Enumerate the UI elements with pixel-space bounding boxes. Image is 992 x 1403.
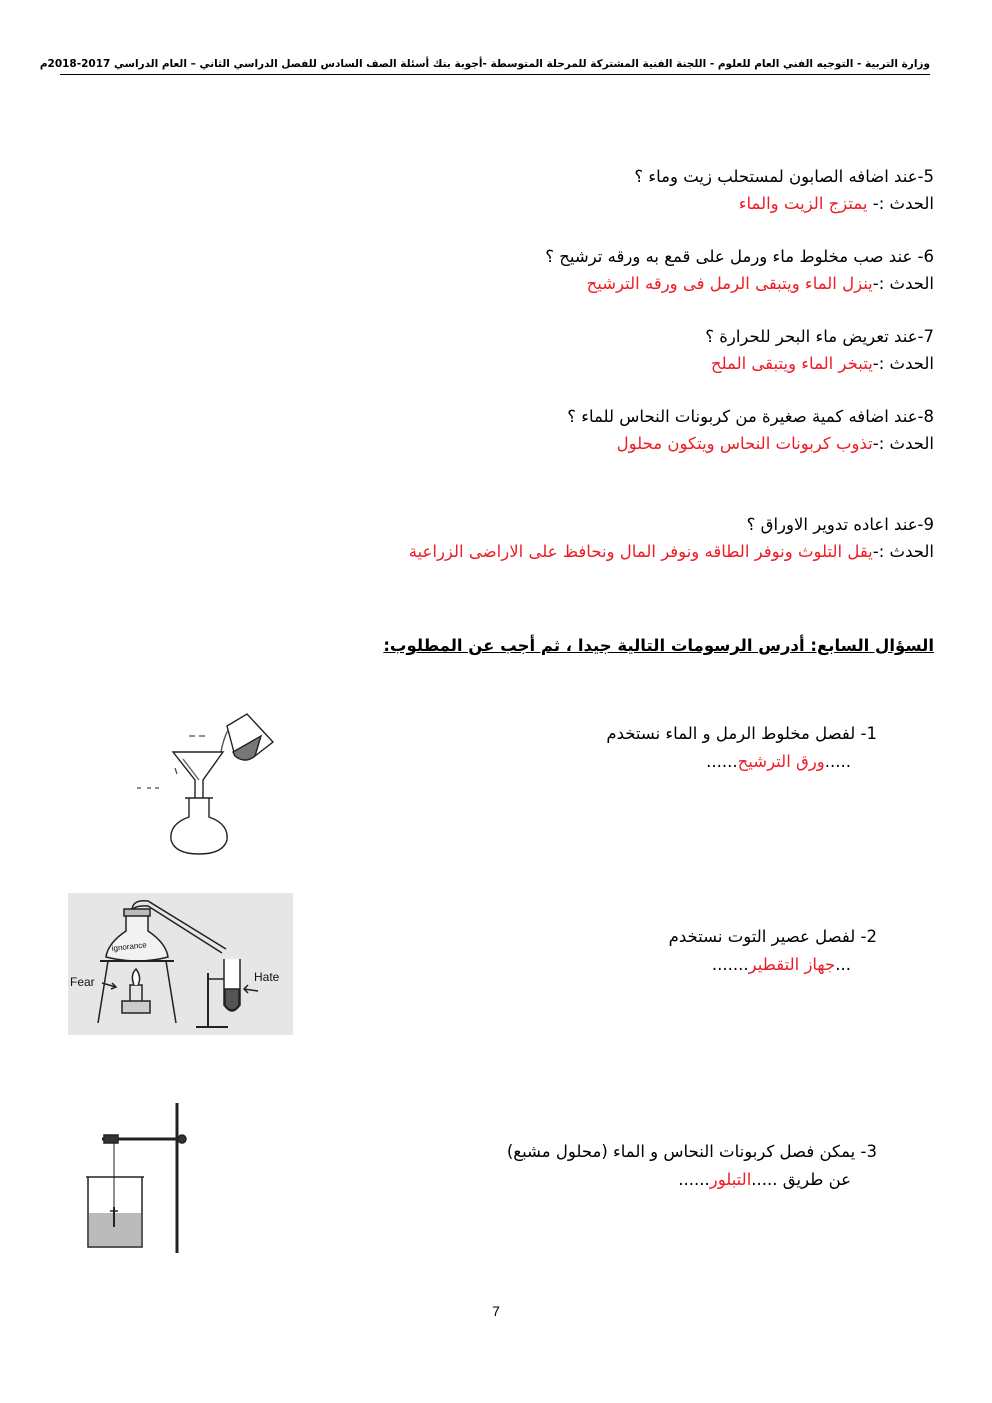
section-title: السؤال السابع: أدرس الرسومات التالية جيدا ، ثم أجب عن المطلوب:	[383, 636, 934, 655]
answer-text: تذوب كربونات النحاس ويتكون محلول	[616, 434, 873, 453]
item-answer-line	[669, 951, 877, 979]
answer-line	[64, 190, 934, 217]
answer-text: ينزل الماء ويتبقى الرمل فى ورقه الترشيح	[586, 274, 873, 293]
item-answer: التبلور	[709, 1170, 752, 1189]
answer-label: الحدث :-	[872, 274, 934, 293]
item-dots: ...	[835, 955, 851, 974]
question-text: 9-عند اعاده تدوير الاوراق ؟	[746, 515, 934, 534]
answer-text: يمتزج الزيت والماء	[738, 194, 868, 213]
question-6	[64, 243, 934, 297]
item-number: 2-	[860, 927, 877, 946]
hate-label: Hate	[254, 970, 280, 984]
answer-text: يتبخر الماء ويتبقى الملح	[710, 354, 873, 373]
answer-line	[64, 538, 934, 565]
question-8	[64, 403, 934, 457]
item-1	[606, 720, 877, 776]
answer-label: الحدث :-	[867, 194, 934, 213]
item-answer: ورق الترشيح	[737, 752, 825, 771]
item-3	[507, 1138, 877, 1194]
item-text: لفصل عصير التوت نستخدم	[668, 927, 856, 946]
question-text: 8-عند اضافه كمية صغيرة من كربونات النحاس للماء ؟	[567, 407, 934, 426]
answer-label: الحدث :-	[872, 354, 934, 373]
item-number: 3-	[860, 1142, 877, 1161]
question-text: 5-عند اضافه الصابون لمستحلب زيت وماء ؟	[634, 167, 934, 186]
item-answer-line	[606, 748, 877, 776]
item-answer: جهاز التقطير	[748, 955, 836, 974]
crystallization-figure	[82, 1103, 197, 1255]
page-header: وزارة التربية - التوجيه الفني العام للعلوم - اللجنة الفنية المشتركة للمرحلة المتوسطة -أجوبة بنك أسئلة الصف السادس للفصل الدراسي الثاني – العام الدراسي 2017-2018م	[60, 58, 930, 75]
fear-label: Fear	[70, 975, 95, 989]
item-text: يمكن فصل كربونات النحاس و الماء (محلول مشبع)	[506, 1142, 856, 1161]
filtration-figure	[125, 712, 285, 857]
item-dots: .....	[824, 752, 851, 771]
question-text: 7-عند تعريض ماء البحر للحرارة ؟	[705, 327, 934, 346]
answer-line	[64, 430, 934, 457]
answer-line	[64, 350, 934, 377]
answer-label: الحدث :-	[872, 434, 934, 453]
question-5	[64, 163, 934, 217]
item-number: 1-	[860, 724, 877, 743]
item-dots: عن طريق .....	[751, 1170, 851, 1189]
item-answer-line	[507, 1166, 877, 1194]
answer-line	[64, 270, 934, 297]
question-7	[64, 323, 934, 377]
item-text: لفصل مخلوط الرمل و الماء نستخدم	[606, 724, 856, 743]
flask-label: ignorance	[111, 940, 148, 953]
question-text: 6- عند صب مخلوط ماء ورمل على قمع به ورقه ترشيح ؟	[545, 247, 934, 266]
question-9	[64, 511, 934, 565]
item-dots: ......	[678, 1170, 710, 1189]
item-2	[669, 923, 877, 979]
distillation-figure	[68, 893, 293, 1035]
answer-label: الحدث :-	[872, 542, 934, 561]
answer-text: يقل التلوث ونوفر الطاقه ونوفر المال ونحافظ على الاراضى الزراعية	[408, 542, 873, 561]
item-dots: .......	[711, 955, 749, 974]
item-dots: ......	[706, 752, 738, 771]
page-number: 7	[492, 1303, 500, 1319]
